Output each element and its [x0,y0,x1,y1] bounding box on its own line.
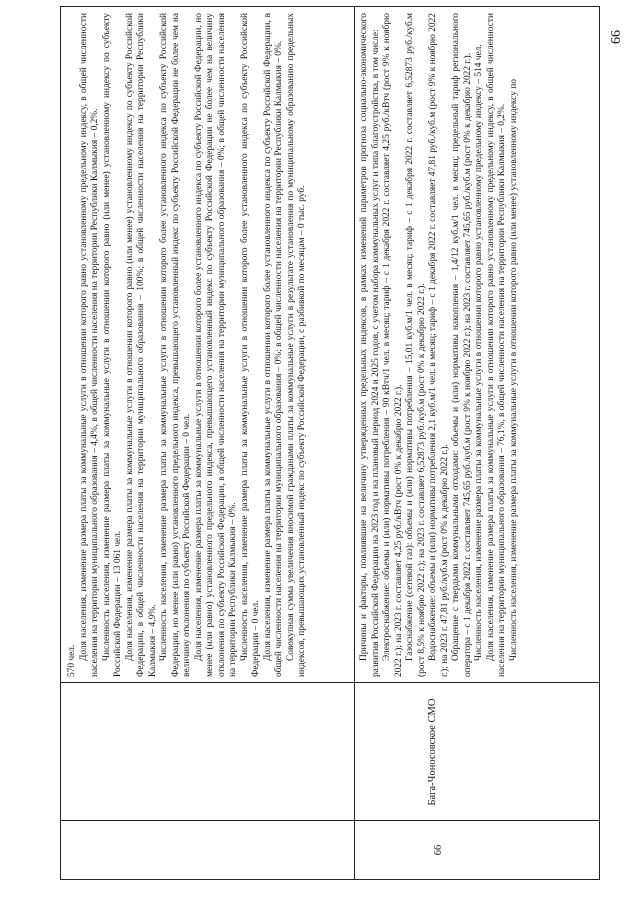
paragraph: Доля населения, изменение размера платы за коммунальные услуги в отношении которого равно (или менее) установленному индексу по субъекту Российской Федерации, в общей численности населения на территории муниципального образования – 100%; в общей численности населения на территории Республики Калмыкия – 4,9%. [124,13,158,677]
paragraph: Численность населения, изменение размера платы за коммунальные услуги в отношении которого равно (или менее) установленному индексу по [508,79,519,661]
row-divider [354,7,355,879]
row-number: 66 [433,844,444,856]
paragraph: Доля населения, изменение размера платы за коммунальные услуги в отношении которого более установленного индекса по субъекту Российской Федерации, в общей численности населения на территории муниципального образования – 0%; в общей численности населения на территории Республики Калмыкия – 0%. [262,13,284,677]
paragraph: Совокупная сумма увеличения вносимой гражданами платы за коммунальные услуги в результате установления по муниципальному образованию предельных индексов, превышающих установленный индекс по субъекту Российской Федерации, с разбивкой по месяцам – 0 тыс. руб. [285,13,307,677]
column-divider [61,820,599,821]
paragraph: Численность населения, изменение размера платы за коммунальные услуги в отношении которого равно (или менее) установленному индексу по субъекту Российской Федерации – 13 061 чел. [101,13,123,677]
paragraph: Причины и факторы, повлиявшие на величину утвержденных предельных индексов, в рамках изменений параметров прогноза социально-экономического развития Российской Федерации на 2023 год и на плановый период 2024 и 2025 годов, с учетом набора коммунальных услуг и типа благоустройства, в том числе: [359,13,381,677]
paragraph: Электроснабжение: объемы и (или) нормативы потребления – 90 кВтч/1 чел. в месяц; тариф – с 1 декабря 2022 г. составляет 4,25 руб./кВтч (рост 9% к ноябрю 2022 г.); на 2023 г. составляет 4,25 руб./кВтч (рост 0% к декабрю 2022 г.). [382,13,404,677]
column-divider [61,682,599,683]
paragraph: 570 чел. [67,644,77,677]
paragraph: Численность населения, изменение размера платы за коммунальные услуги в отношении которого более установленного индекса по субъекту Российской Федерации, но менее (или равно) установленного предельного индекса, превышающего установленный индекс по субъекту Российской Федерации не более чем на величину отклонения по субъекту Российской Федерации – 0 чел. [159,13,192,677]
paragraph: Доля населения, изменение размера платы за коммунальные услуги в отношении которого более установленного индекса по субъекту Российской Федерации, но менее (или равно) установленного предельного индекса, превышающего установленный индекс по субъекту Российской Федерации не более чем на величину отклонения по субъекту Российской Федерации, в общей численности населения на территории муниципального образования – 0%; в общей численности населения на территории Республики Калмыкия – 0%. [193,13,238,677]
municipality-name: Бага-Чоносовское СМО [427,698,438,806]
table-row-66-text [359,13,520,677]
paragraph: Численность населения, изменение размера платы за коммунальные услуги в отношении которого равно установленному предельному индексу – 514 чел. [474,44,484,661]
data-table [60,6,600,880]
paragraph: Газоснабжение (сетевой газ): объемы и (или) нормативы потребления – 15,01 куб.м/1 чел. в месяц; тариф – с 1 декабря 2022 г. составляет 6,52873 руб./куб.м (рост 8,5% к ноябрю 2022 г.); на 2023 г. составляет 6,52873 руб./куб.м (рост 0% к декабрю 2022 г.). [405,13,427,677]
paragraph: Доля населения, изменение размера платы за коммунальные услуги в отношении которого равно установленному предельному индексу, в общей численности населения на территории муниципального образования – 76,1%, в общей численности населения на территории Республики Калмыкия – 0,2%. [485,13,507,677]
table-row-prev-text [67,13,309,677]
page-number: 66 [609,30,624,44]
paragraph: Водоснабжение: объемы и (или) нормативы потребления 2,1 куб.м/1 чел. в месяц; тариф – с 1 декабря 2022 г. составляет 47,81 руб./куб.м (рост 9% к ноябрю 2022 г.); на 2023 г. 47,81 руб./куб.м (рост 0% к декабрю 2022 г.). [428,13,450,677]
paragraph: Численность населения, изменение размера платы за коммунальные услуги в отношении которого более установленного индекса по субъекту Российской Федерации – 0 чел. [239,13,261,677]
paragraph: Доля населения, изменение размера платы за коммунальные услуги в отношении которого равно установленному предельному индексу, в общей численности населения на территории муниципального образования – 4,4%, в общей численности населения на территории Республики Калмыкия – 0,2%. [78,13,100,677]
paragraph: Обращение с твердыми коммунальными отходами: объемы и (или) нормативы накопления – 1,4/12 куб.м/1 чел. в месяц; предельный тариф регионального оператора – с 1 декабря 2022 г. составляет 745,65 руб./куб.м (рост 9% к ноябрю 2022 г.); на 2023 г. составляет 745,65 руб./куб.м (рост 0% к декабрю 2022 г.). [451,13,473,677]
